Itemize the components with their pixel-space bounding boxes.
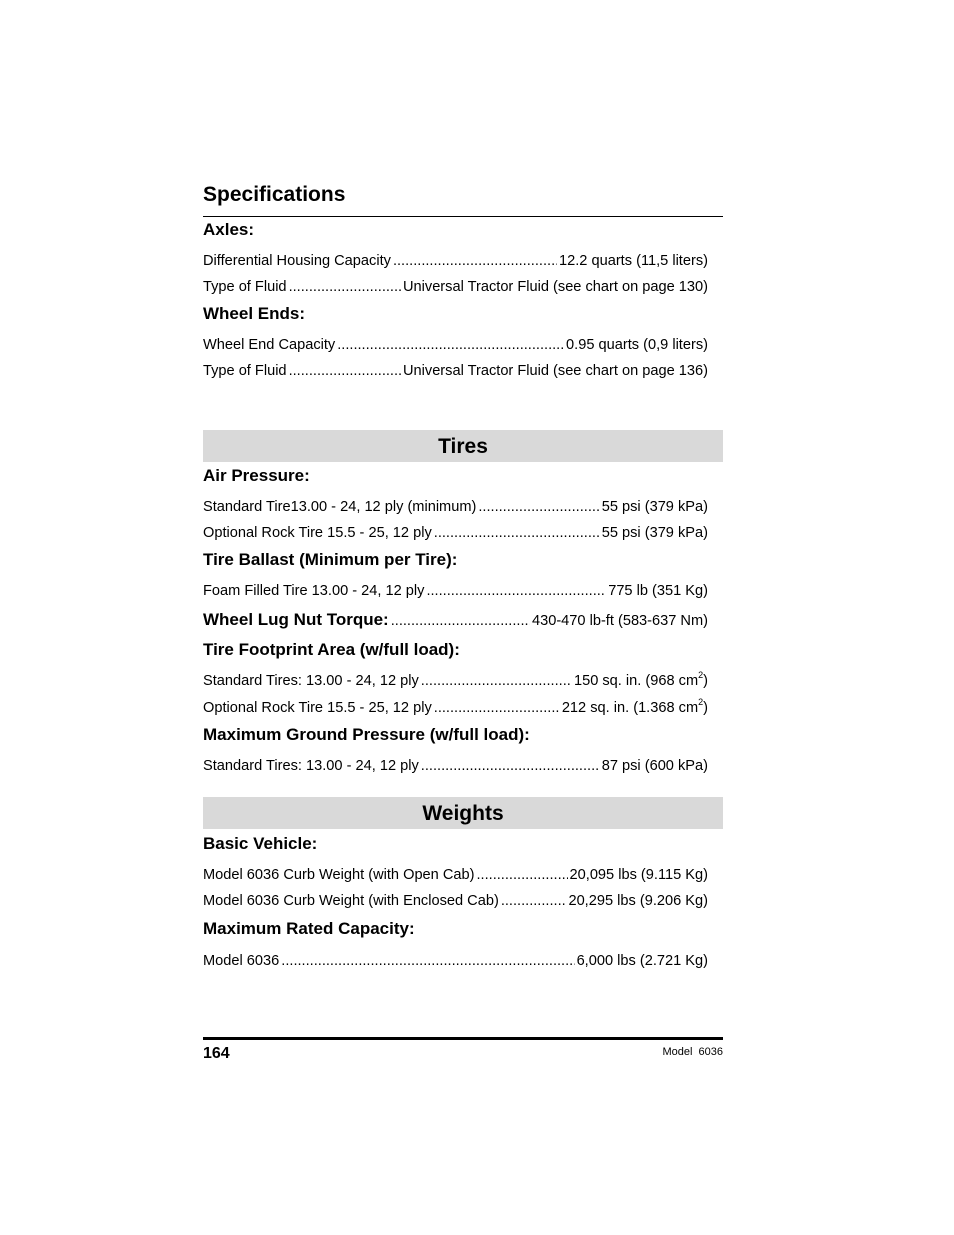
dot-leader — [421, 757, 600, 775]
superscript: 2 — [698, 670, 704, 681]
spec-value: 775 lb (351 Kg) — [608, 583, 708, 599]
dot-leader — [434, 699, 560, 717]
value-close: ) — [703, 673, 708, 689]
spec-row — [203, 892, 708, 910]
dot-leader — [476, 866, 567, 884]
spec-row — [203, 498, 708, 516]
ballast-heading: Tire Ballast (Minimum per Tire): — [203, 550, 458, 569]
page-number: 164 — [203, 1045, 230, 1062]
dot-leader — [393, 252, 557, 270]
spec-value: 6,000 lbs (2.721 Kg) — [576, 953, 708, 969]
spec-value: 20,295 lbs (9.206 Kg) — [568, 893, 708, 909]
spec-label: Standard Tires: 13.00 - 24, 12 ply — [203, 673, 419, 689]
ground-pressure-heading: Maximum Ground Pressure (w/full load): — [203, 725, 530, 744]
spec-row — [203, 336, 708, 354]
spec-label: Foam Filled Tire 13.00 - 24, 12 ply — [203, 583, 425, 599]
title-divider — [203, 216, 723, 217]
spec-label: Differential Housing Capacity — [203, 253, 391, 269]
spec-row — [203, 672, 708, 690]
value-close: ) — [703, 700, 708, 716]
spec-value: 20,095 lbs (9.115 Kg) — [569, 867, 708, 883]
spec-label: Optional Rock Tire 15.5 - 25, 12 ply — [203, 700, 432, 716]
torque-row — [203, 611, 708, 630]
dot-leader — [426, 582, 606, 600]
spec-value: 87 psi (600 kPa) — [601, 758, 708, 774]
spec-value: Universal Tractor Fluid (see chart on page 136) — [403, 363, 708, 379]
spec-row — [203, 524, 708, 542]
value-text: 150 sq. in. (968 cm — [573, 673, 699, 689]
rated-capacity-heading: Maximum Rated Capacity: — [203, 919, 415, 938]
air-pressure-heading: Air Pressure: — [203, 466, 310, 485]
spec-value — [562, 699, 708, 717]
wheel-ends-heading: Wheel Ends: — [203, 304, 306, 323]
spec-row — [203, 866, 708, 884]
spec-row — [203, 952, 708, 970]
footprint-heading: Tire Footprint Area (w/full load): — [203, 640, 460, 659]
axles-heading: Axles: — [203, 220, 255, 239]
spec-row — [203, 699, 708, 717]
spec-row — [203, 252, 708, 270]
spec-label: Wheel End Capacity — [203, 337, 336, 353]
spec-value — [574, 672, 708, 690]
spec-label: Type of Fluid — [203, 279, 287, 295]
dot-leader — [501, 892, 567, 910]
spec-value: 55 psi (379 kPa) — [601, 525, 708, 541]
spec-row — [203, 278, 708, 296]
value-text: 212 sq. in. (1.368 cm — [561, 700, 699, 716]
spec-label: Model 6036 Curb Weight (with Open Cab) — [203, 867, 475, 883]
spec-label: Standard Tire13.00 - 24, 12 ply (minimum) — [203, 499, 477, 515]
dot-leader — [281, 952, 574, 970]
footer-divider — [203, 1037, 723, 1040]
page-title: Specifications — [203, 183, 346, 206]
dot-leader — [289, 362, 401, 380]
spec-label: Type of Fluid — [203, 363, 287, 379]
spec-row — [203, 757, 708, 775]
spec-value: 430-470 lb-ft (583-637 Nm) — [531, 613, 708, 629]
spec-label: Standard Tires: 13.00 - 24, 12 ply — [203, 758, 419, 774]
spec-value: 12.2 quarts (11,5 liters) — [559, 253, 708, 269]
spec-value: 0.95 quarts (0,9 liters) — [566, 337, 708, 353]
torque-label: Wheel Lug Nut Torque: — [203, 610, 389, 629]
dot-leader — [337, 336, 564, 354]
dot-leader — [289, 278, 401, 296]
spec-row — [203, 582, 708, 600]
dot-leader — [434, 524, 600, 542]
spec-label: Model 6036 — [203, 953, 280, 969]
spec-row — [203, 362, 708, 380]
weights-section-band: Weights — [203, 797, 723, 829]
basic-vehicle-heading: Basic Vehicle: — [203, 834, 318, 853]
dot-leader — [478, 498, 599, 516]
tires-section-band: Tires — [203, 430, 723, 462]
model-label: Model 6036 — [662, 1046, 723, 1058]
superscript: 2 — [698, 697, 704, 708]
dot-leader — [391, 612, 530, 630]
dot-leader — [421, 672, 572, 690]
spec-label: Model 6036 Curb Weight (with Enclosed Cab) — [203, 893, 499, 909]
spec-value: 55 psi (379 kPa) — [601, 499, 708, 515]
spec-value: Universal Tractor Fluid (see chart on page 130) — [403, 279, 708, 295]
spec-label: Optional Rock Tire 15.5 - 25, 12 ply — [203, 525, 432, 541]
